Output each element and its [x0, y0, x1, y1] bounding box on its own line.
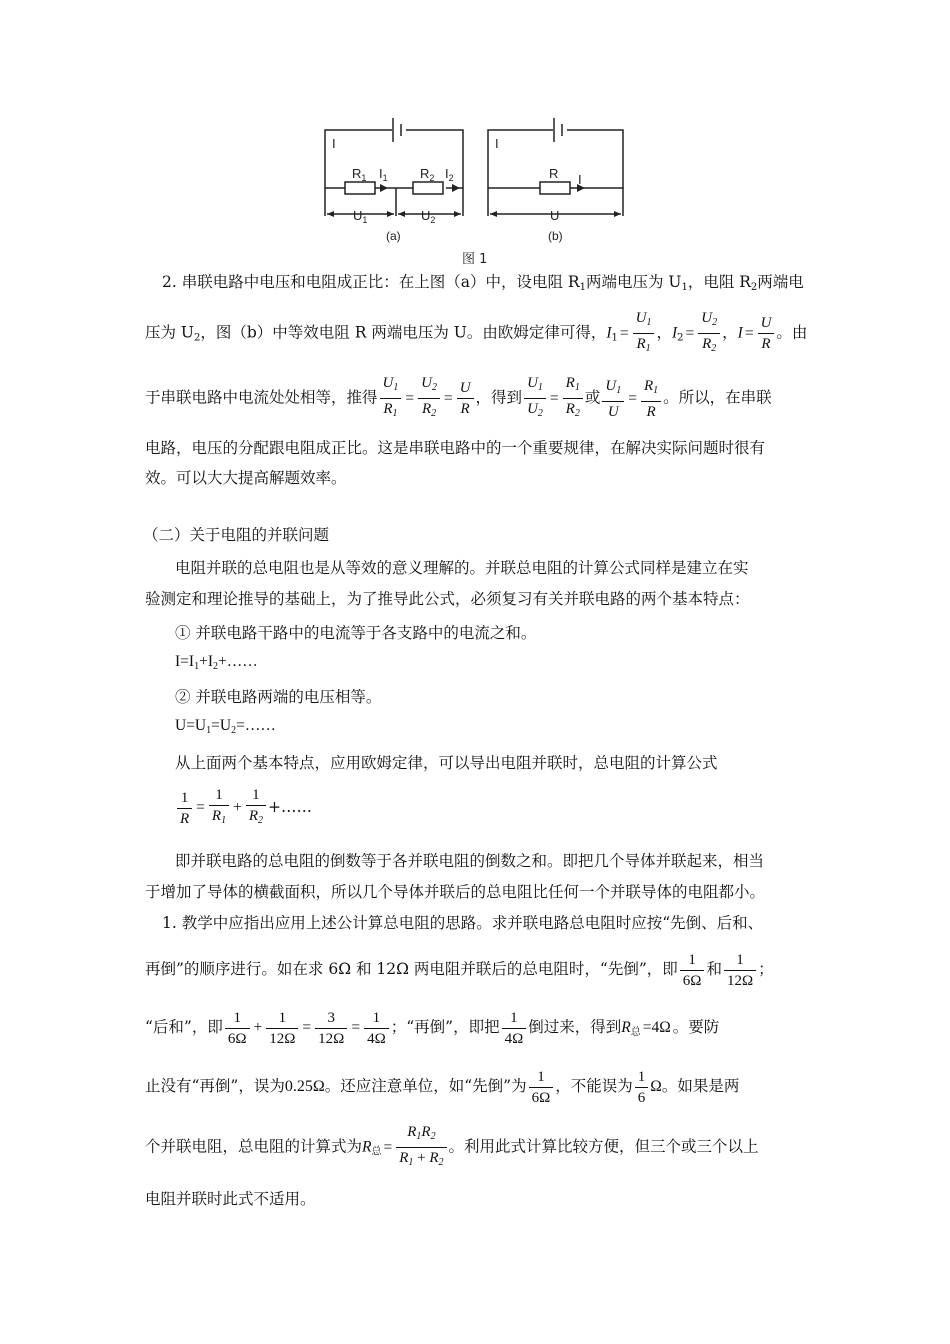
para-parallel-1b: 验测定和理论推导的基础上，为了推导此公式，必须复习有关并联电路的两个基本特点：	[145, 590, 750, 608]
section-heading: （二）关于电阻的并联问题	[143, 526, 330, 544]
frac-sum-3: $\frac{3}{12\Omega}$	[315, 1008, 347, 1049]
label-U: U	[550, 208, 560, 223]
label-R1: $R_1$	[352, 166, 367, 183]
frac-1-6ohm: $\frac{1}{6\Omega}$	[680, 950, 705, 991]
list-item-2: ② 并联电路两端的电压相等。	[175, 688, 382, 706]
list-item-1: ① 并联电路干路中的电流等于各支路中的电流之和。	[175, 624, 537, 642]
frac-sum-1: $\frac{1}{6\Omega}$	[225, 1008, 250, 1049]
label-b: (b)	[548, 229, 563, 243]
frac-U-R: $\frac{U}{R}$	[758, 313, 775, 354]
formula-current: $I=I_1+I_2+\dots\dots$	[175, 653, 258, 672]
frac-1-R1: $\frac{1}{R_1}$	[209, 785, 229, 831]
para-parallel-4d: 止没有“再倒”，误为0.25Ω。还应注意单位，如“先倒”为 $\frac{1}{6\Omega}$ ，不能误为 $\frac{1}{6}$ Ω。如果是两	[145, 1068, 740, 1106]
frac-first-invert: $\frac{1}{6\Omega}$	[529, 1067, 554, 1108]
frac-1-12ohm: $\frac{1}{12\Omega}$	[724, 950, 756, 991]
para-parallel-4a: 1. 教学中应指出应用上述公计算总电阻的思路。求并联电路总电阻时应按“先倒、后和、	[162, 914, 764, 932]
figure-caption: 图 1	[462, 252, 488, 267]
label-R2: $R_2$	[420, 166, 435, 183]
label-a: (a)	[386, 229, 401, 243]
frac-a3: $\frac{U}{R}$	[457, 378, 474, 419]
para-series-line2: 压为 $U_2$，图（b）中等效电阻 R 两端电压为 U。由欧姆定律可得，$I_1$ = $\frac{U_1}{R_1}$ ，$I_2$ = $\frac{U_2}{R_2}$ ，I = $\frac{U}{R}$ 。由	[145, 308, 807, 359]
para-series-line3: 于串联电路中电流处处相等，推得 $\frac{U_1}{R_1}$ = $\frac{U_2}{R_2}$ = $\frac{U}{R}$ ，得到 $\frac{U_1}{U_2}$ = $\frac{R_1}{R_2}$ 或 $\frac{U_1}{U}$ = $\frac{R_1}{R}$ 。所以，在串联	[145, 373, 772, 424]
para-series-line4: 电路，电压的分配跟电阻成正比。这是串联电路中的一个重要规律，在解决实际问题时很有	[145, 439, 766, 457]
para-parallel-1a: 电阻并联的总电阻也是从等效的意义理解的。并联总电阻的计算公式同样是建立在实	[175, 559, 749, 577]
frac-sum-4: $\frac{1}{4\Omega}$	[364, 1008, 389, 1049]
frac-a2: $\frac{U_2}{R_2}$	[418, 373, 440, 424]
para-series-line5: 效。可以大大提高解题效率。	[145, 469, 347, 487]
label-I-b2: I	[578, 172, 582, 187]
formula-voltage: $U=U_1=U_2=\dots\dots$	[175, 717, 276, 736]
frac-U1-R1: $\frac{U_1}{R_1}$	[633, 308, 655, 359]
para-parallel-3b: 于增加了导体的横截面积，所以几个导体并联后的总电阻比任何一个并联导体的电阻都小。	[145, 883, 766, 901]
para-parallel-4b: 再倒”的顺序进行。如在求 6Ω 和 12Ω 两电阻并联后的总电阻时，“先倒”，即 $\frac{1}{6\Omega}$ 和 $\frac{1}{12\Omega}$ ；	[145, 951, 774, 989]
frac-product-over-sum: $\frac{R_1R_2}{R_1 + R_2}$	[396, 1122, 446, 1173]
frac-b1: $\frac{U_1}{U_2}$	[524, 373, 546, 424]
frac-U2-R2: $\frac{U_2}{R_2}$	[698, 308, 720, 359]
label-I-b: I	[495, 136, 499, 151]
label-R: R	[549, 166, 559, 181]
frac-sum-2: $\frac{1}{12\Omega}$	[266, 1008, 298, 1049]
para-parallel-4f: 电阻并联时此式不适用。	[145, 1190, 316, 1208]
label-U2: $U_2$	[421, 208, 436, 225]
circuit-figure	[0, 0, 950, 275]
para-parallel-2: 从上面两个基本特点，应用欧姆定律，可以导出电阻并联时，总电阻的计算公式	[175, 754, 718, 772]
frac-wrong: $\frac{1}{6}$	[635, 1067, 649, 1108]
para-series-line1: 2. 串联电路中电压和电阻成正比：在上图（a）中，设电阻 $R_1$两端电压为 $U_1$，电阻 $R_2$两端电	[162, 273, 804, 293]
frac-1-R: $\frac{1}{R}$	[177, 788, 192, 829]
para-parallel-4e: 个并联电阻，总电阻的计算式为$R_总$ = $\frac{R_1R_2}{R_1 + R_2}$ 。利用此式计算比较方便，但三个或三个以上	[145, 1122, 759, 1175]
para-parallel-3a: 即并联电路的总电阻的倒数等于各并联电阻的倒数之和。即把几个导体并联起来，相当	[175, 852, 765, 870]
frac-1-R2: $\frac{1}{R_2}$	[246, 785, 266, 831]
frac-invert: $\frac{1}{4\Omega}$	[502, 1008, 527, 1049]
frac-c2: $\frac{R_1}{R}$	[641, 376, 661, 422]
formula-total-resistance: $\frac{1}{R}$ = $\frac{1}{R_1}$ + $\frac{1}{R_2}$ +……	[175, 785, 312, 831]
label-I-a: I	[332, 136, 336, 151]
frac-b2: $\frac{R_1}{R_2}$	[563, 373, 583, 424]
label-I2: $I_2$	[445, 166, 454, 183]
frac-c1: $\frac{U_1}{U}$	[602, 376, 624, 422]
label-U1: $U_1$	[353, 208, 368, 225]
para-parallel-4c: “后和”，即 $\frac{1}{6\Omega}$ + $\frac{1}{12\Omega}$ = $\frac{3}{12\Omega}$ = $\frac{1}{4\Omega}$ ；“再倒”，即把 $\frac{1}{4\Omega}$ 倒过来，得到$R_总 =4\Omega$ 。要防	[145, 1009, 720, 1047]
label-I1: $I_1$	[379, 166, 388, 183]
frac-a1: $\frac{U_1}{R_1}$	[380, 373, 402, 424]
